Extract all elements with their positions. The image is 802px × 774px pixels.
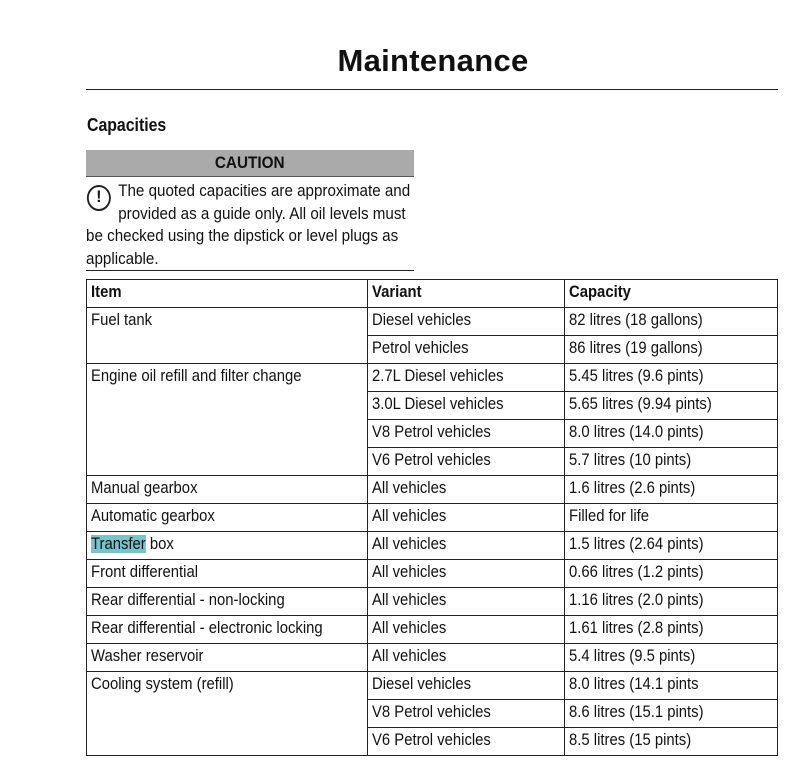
table-row (87, 308, 778, 336)
caution-box (86, 150, 414, 270)
variant-cell: 2.7L Diesel vehicles (367, 364, 565, 392)
capacity-cell: 82 litres (18 gallons) (565, 308, 778, 336)
capacity-cell: 0.66 litres (1.2 pints) (565, 560, 778, 588)
column-header-capacity: Capacity (565, 280, 778, 308)
variant-cell: All vehicles (367, 476, 565, 504)
variant-cell: V8 Petrol vehicles (367, 420, 565, 448)
title-divider (86, 89, 778, 90)
table-row (87, 476, 778, 504)
table-row (87, 560, 778, 588)
caution-header-label: CAUTION (215, 153, 285, 172)
capacity-cell: 8.0 litres (14.1 pints (565, 672, 778, 700)
capacity-cell: 8.5 litres (15 pints) (565, 728, 778, 756)
capacity-cell: 1.16 litres (2.0 pints) (565, 588, 778, 616)
capacity-cell: 1.5 litres (2.64 pints) (565, 532, 778, 560)
table-row (87, 616, 778, 644)
variant-cell: All vehicles (367, 532, 565, 560)
exclamation-circle-icon: ! (87, 185, 111, 211)
capacity-cell: Filled for life (565, 504, 778, 532)
caution-header (86, 150, 414, 177)
item-cell (87, 532, 368, 560)
variant-cell: V6 Petrol vehicles (367, 728, 565, 756)
variant-cell: All vehicles (367, 504, 565, 532)
variant-cell: Petrol vehicles (367, 336, 565, 364)
variant-cell: Diesel vehicles (367, 672, 565, 700)
item-cell: Engine oil refill and filter change (87, 364, 368, 476)
page-title: Maintenance (337, 43, 529, 78)
capacity-cell: 1.61 litres (2.8 pints) (565, 616, 778, 644)
item-cell: Automatic gearbox (87, 504, 368, 532)
capacities-table (86, 279, 778, 756)
item-cell: Washer reservoir (87, 644, 368, 672)
capacity-cell: 8.6 litres (15.1 pints) (565, 700, 778, 728)
capacity-cell: 5.65 litres (9.94 pints) (565, 392, 778, 420)
caution-divider (86, 270, 414, 271)
table-row (87, 364, 778, 392)
item-cell: Fuel tank (87, 308, 368, 364)
capacity-cell: 5.7 litres (10 pints) (565, 448, 778, 476)
table-row (87, 644, 778, 672)
table-row (87, 532, 778, 560)
caution-body (86, 177, 414, 270)
capacity-cell: 5.4 litres (9.5 pints) (565, 644, 778, 672)
item-cell: Manual gearbox (87, 476, 368, 504)
column-header-item: Item (87, 280, 368, 308)
capacity-cell: 1.6 litres (2.6 pints) (565, 476, 778, 504)
column-header-variant: Variant (367, 280, 565, 308)
section-heading: Capacities (87, 115, 167, 135)
variant-cell: 3.0L Diesel vehicles (367, 392, 565, 420)
item-cell: Rear differential - non-locking (87, 588, 368, 616)
variant-cell: All vehicles (367, 644, 565, 672)
variant-cell: All vehicles (367, 588, 565, 616)
item-cell: Rear differential - electronic locking (87, 616, 368, 644)
variant-cell: V6 Petrol vehicles (367, 448, 565, 476)
caution-text: The quoted capacities are approximate and provided as a guide only. All oil levels must be checked using the dipstick or level plugs as applicable. (86, 182, 411, 268)
capacity-cell: 8.0 litres (14.0 pints) (565, 420, 778, 448)
capacity-cell: 5.45 litres (9.6 pints) (565, 364, 778, 392)
variant-cell: Diesel vehicles (367, 308, 565, 336)
table-row (87, 672, 778, 700)
variant-cell: All vehicles (367, 616, 565, 644)
variant-cell: All vehicles (367, 560, 565, 588)
table-row (87, 504, 778, 532)
table-row (87, 588, 778, 616)
search-highlight: Transfer (91, 535, 146, 553)
item-cell: Front differential (87, 560, 368, 588)
item-cell-rest: box (145, 535, 174, 553)
capacity-cell: 86 litres (19 gallons) (565, 336, 778, 364)
variant-cell: V8 Petrol vehicles (367, 700, 565, 728)
table-header-row (87, 280, 778, 308)
item-cell: Cooling system (refill) (87, 672, 368, 756)
